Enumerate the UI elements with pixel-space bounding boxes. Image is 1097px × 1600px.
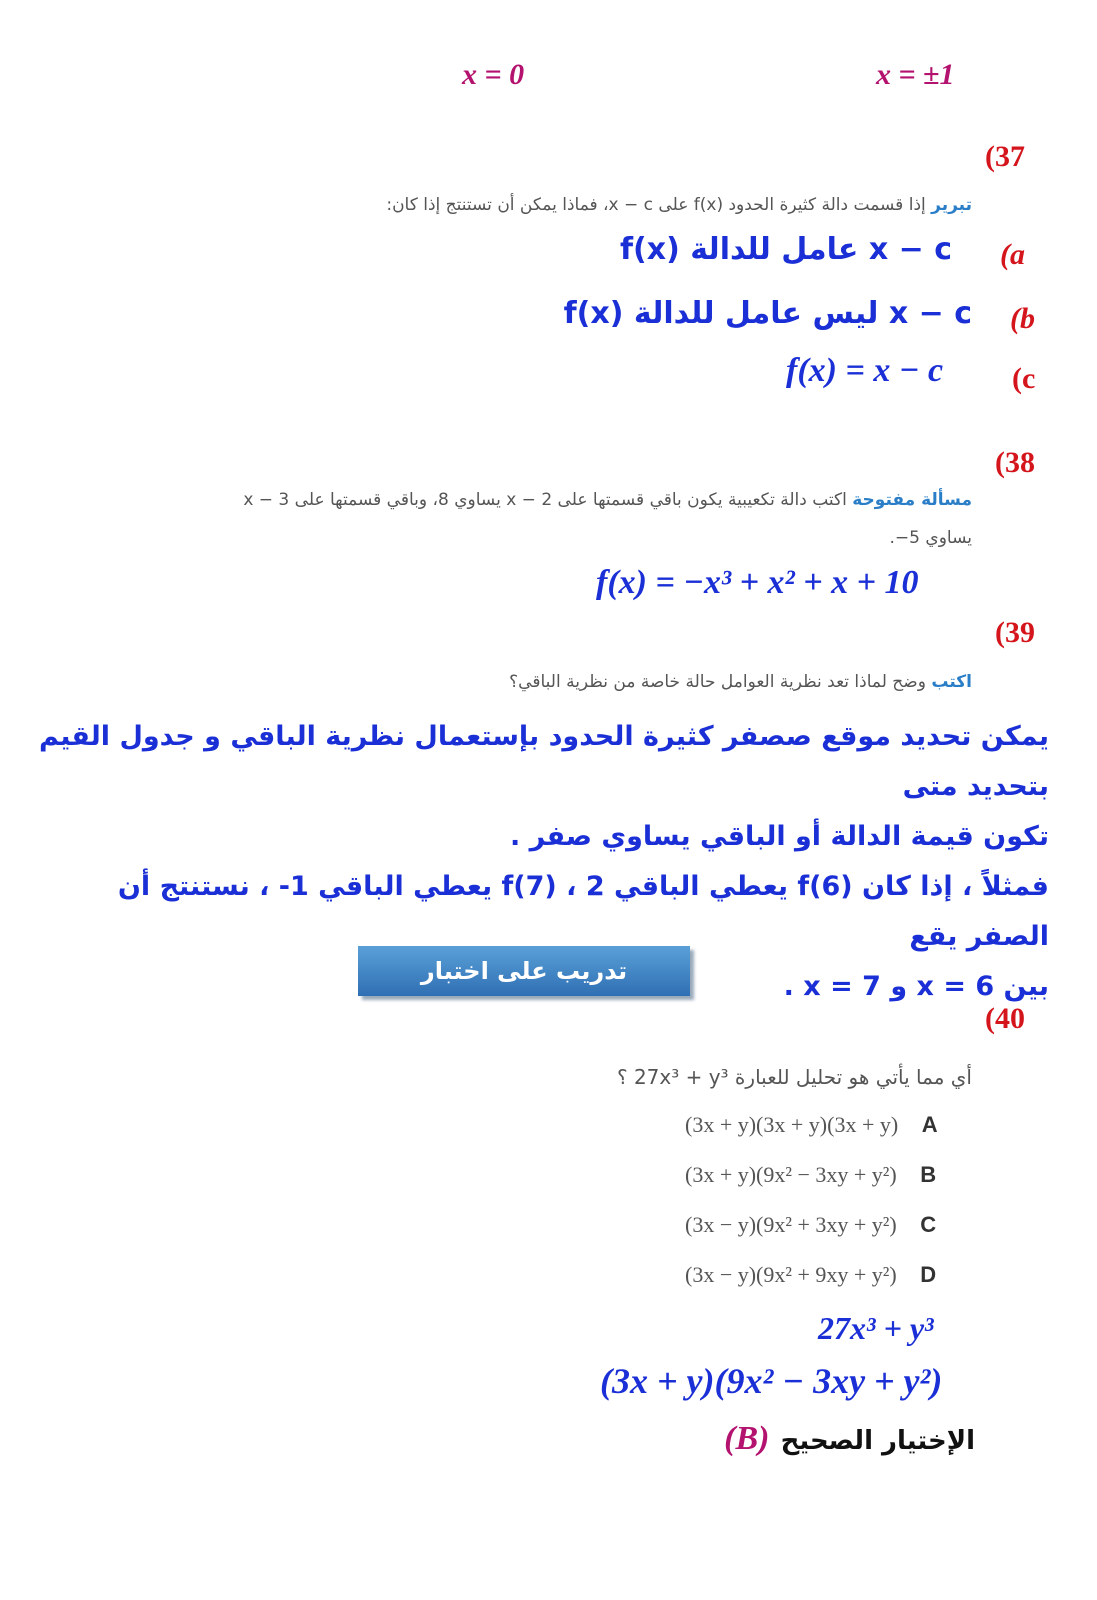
correct-value: (B): [724, 1420, 770, 1457]
q37-b-answer: x − c ليس عامل للدالة f(x): [563, 296, 972, 331]
q37-a-answer: x − c عامل للدالة f(x): [619, 232, 952, 267]
option-c-text: (3x − y)(9x² + 3xy + y²): [685, 1212, 897, 1237]
q40-work-line2: (3x + y)(9x² − 3xy + y²): [600, 1361, 943, 1401]
question-37-prompt: [252, 195, 972, 215]
option-d-letter: D: [920, 1262, 937, 1287]
question-37-number: (37: [985, 140, 1025, 173]
question-38-tag: مسألة مفتوحة: [852, 490, 972, 510]
q37-c-letter: (c: [1012, 362, 1036, 395]
option-c-letter: C: [920, 1212, 937, 1237]
question-37-tag: تبرير: [931, 195, 972, 215]
question-40-prompt: أي مما يأتي هو تحليل للعبارة 27x³ + y³ ؟: [616, 1065, 972, 1089]
q37-a-letter: (a: [1000, 238, 1025, 271]
option-a-text: (3x + y)(3x + y)(3x + y): [685, 1112, 899, 1137]
top-right-equation: x = ±1: [876, 58, 955, 91]
q39-answer-line1: يمكن تحديد موقع صصفر كثيرة الحدود بإستعمال نظرية الباقي و جدول القيم بتحديد متى: [39, 721, 1049, 802]
option-c[interactable]: [685, 1212, 975, 1262]
test-practice-banner: تدريب على اختبار: [358, 946, 690, 996]
question-38-answer: f(x) = −x³ + x² + x + 10: [596, 564, 919, 601]
q37-c-answer: f(x) = x − c: [786, 352, 944, 389]
question-39-tag: اكتب: [931, 672, 972, 692]
question-38-text: اكتب دالة تكعيبية يكون باقي قسمتها على x − 2 يساوي 8، وباقي قسمتها على x − 3: [243, 490, 847, 510]
option-a[interactable]: [685, 1112, 975, 1162]
correct-label: الإختيار الصحيح: [780, 1426, 975, 1456]
option-d[interactable]: [685, 1262, 975, 1312]
question-39-number: (39: [995, 616, 1035, 649]
option-a-letter: A: [921, 1112, 938, 1137]
question-39-text: وضح لماذا تعد نظرية العوامل حالة خاصة من نظرية الباقي؟: [509, 672, 926, 692]
top-left-equation: x = 0: [462, 58, 525, 91]
question-38-number: (38: [995, 446, 1035, 479]
option-b-text: (3x + y)(9x² − 3xy + y²): [685, 1162, 897, 1187]
option-b[interactable]: [685, 1162, 975, 1212]
question-39-prompt: [509, 672, 972, 692]
q39-answer-line2: تكون قيمة الدالة أو الباقي يساوي صفر .: [510, 821, 1049, 852]
question-40-options: [685, 1112, 975, 1312]
q39-answer-line3: فمثلاً ، إذا كان f(6) يعطي الباقي 2 ، f(7) يعطي الباقي 1- ، نستنتج أن الصفر يقع: [117, 871, 1049, 952]
question-37-text: إذا قسمت دالة كثيرة الحدود f(x) على x − c، فماذا يمكن أن تستنتج إذا كان:: [386, 195, 926, 215]
question-40-number: (40: [985, 1002, 1025, 1035]
option-d-text: (3x − y)(9x² + 9xy + y²): [685, 1262, 897, 1287]
q39-answer-line4: بين x = 6 و x = 7 .: [783, 971, 1049, 1002]
question-38-prompt-line2: يساوي 5−.: [889, 528, 972, 548]
option-b-letter: B: [920, 1162, 937, 1187]
q37-b-letter: (b: [1010, 302, 1035, 335]
question-38-prompt-line1: [122, 490, 972, 510]
q40-correct-answer: [724, 1420, 975, 1458]
q40-work-line1: 27x³ + y³: [818, 1310, 934, 1346]
